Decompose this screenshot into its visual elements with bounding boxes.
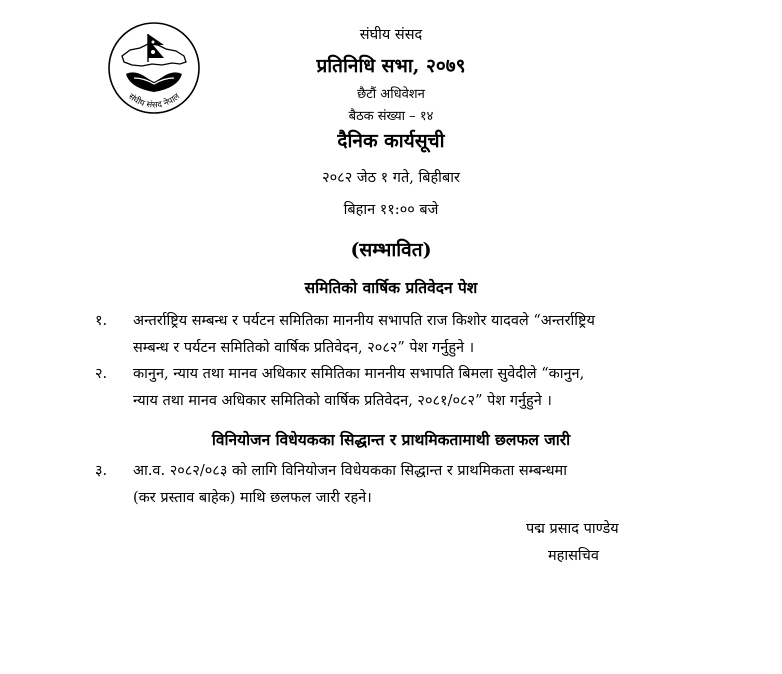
section-heading: विनियोजन विधेयकका सिद्धान्त र प्राथमिकतामाथी छलफल जारी	[211, 430, 571, 449]
item-text-line: आ.व. २०८२/०८३ को लागि विनियोजन विधेयकका सिद्धान्त र प्राथमिकता सम्बन्धमा	[133, 463, 567, 479]
item-number: २.	[95, 366, 108, 382]
item-text-line: (कर प्रस्ताव बाहेक) माथि छलफल जारी रहने।	[133, 490, 372, 506]
item-number: १.	[95, 313, 108, 329]
item-text-line: कानुन, न्याय तथा मानव अधिकार समितिका माननीय सभापति बिमला सुवेदीले “कानुन,	[133, 366, 585, 382]
item-text-line: अन्तर्राष्ट्रिय सम्बन्ध र पर्यटन समितिका माननीय सभापति राज किशोर यादवले “अन्तर्राष्ट्रिय	[133, 313, 595, 329]
agenda-time: बिहान ११:०० बजे	[343, 202, 439, 218]
section-heading: समितिको वार्षिक प्रतिवेदन पेश	[304, 278, 478, 297]
house-title: प्रतिनिधि सभा, २०७९	[316, 55, 466, 77]
item-number: ३.	[95, 463, 108, 479]
agenda-date: २०८२ जेठ १ गते, बिहीबार	[322, 170, 460, 186]
svg-text:संघीय संसद नेपाल: संघीय संसद नेपाल	[126, 91, 182, 111]
meeting-number: बैठक संख्या – १४	[348, 109, 434, 124]
parliament-name: संघीय संसद	[359, 27, 423, 43]
session-label: छैटौं अधिवेशन	[357, 87, 425, 102]
item-text-line: सम्बन्ध र पर्यटन समितिको वार्षिक प्रतिवेदन, २०८२” पेश गर्नुहुने ।	[133, 340, 475, 356]
signatory-name: पद्म प्रसाद पाण्डेय	[526, 521, 619, 537]
tentative-label: (सम्भावित)	[350, 239, 432, 261]
signatory-designation: महासचिव	[548, 548, 599, 564]
agenda-title: दैनिक कार्यसूची	[337, 130, 445, 152]
item-text-line: न्याय तथा मानव अधिकार समितिको वार्षिक प्रतिवेदन, २०८१/०८२” पेश गर्नुहुने ।	[133, 393, 552, 409]
